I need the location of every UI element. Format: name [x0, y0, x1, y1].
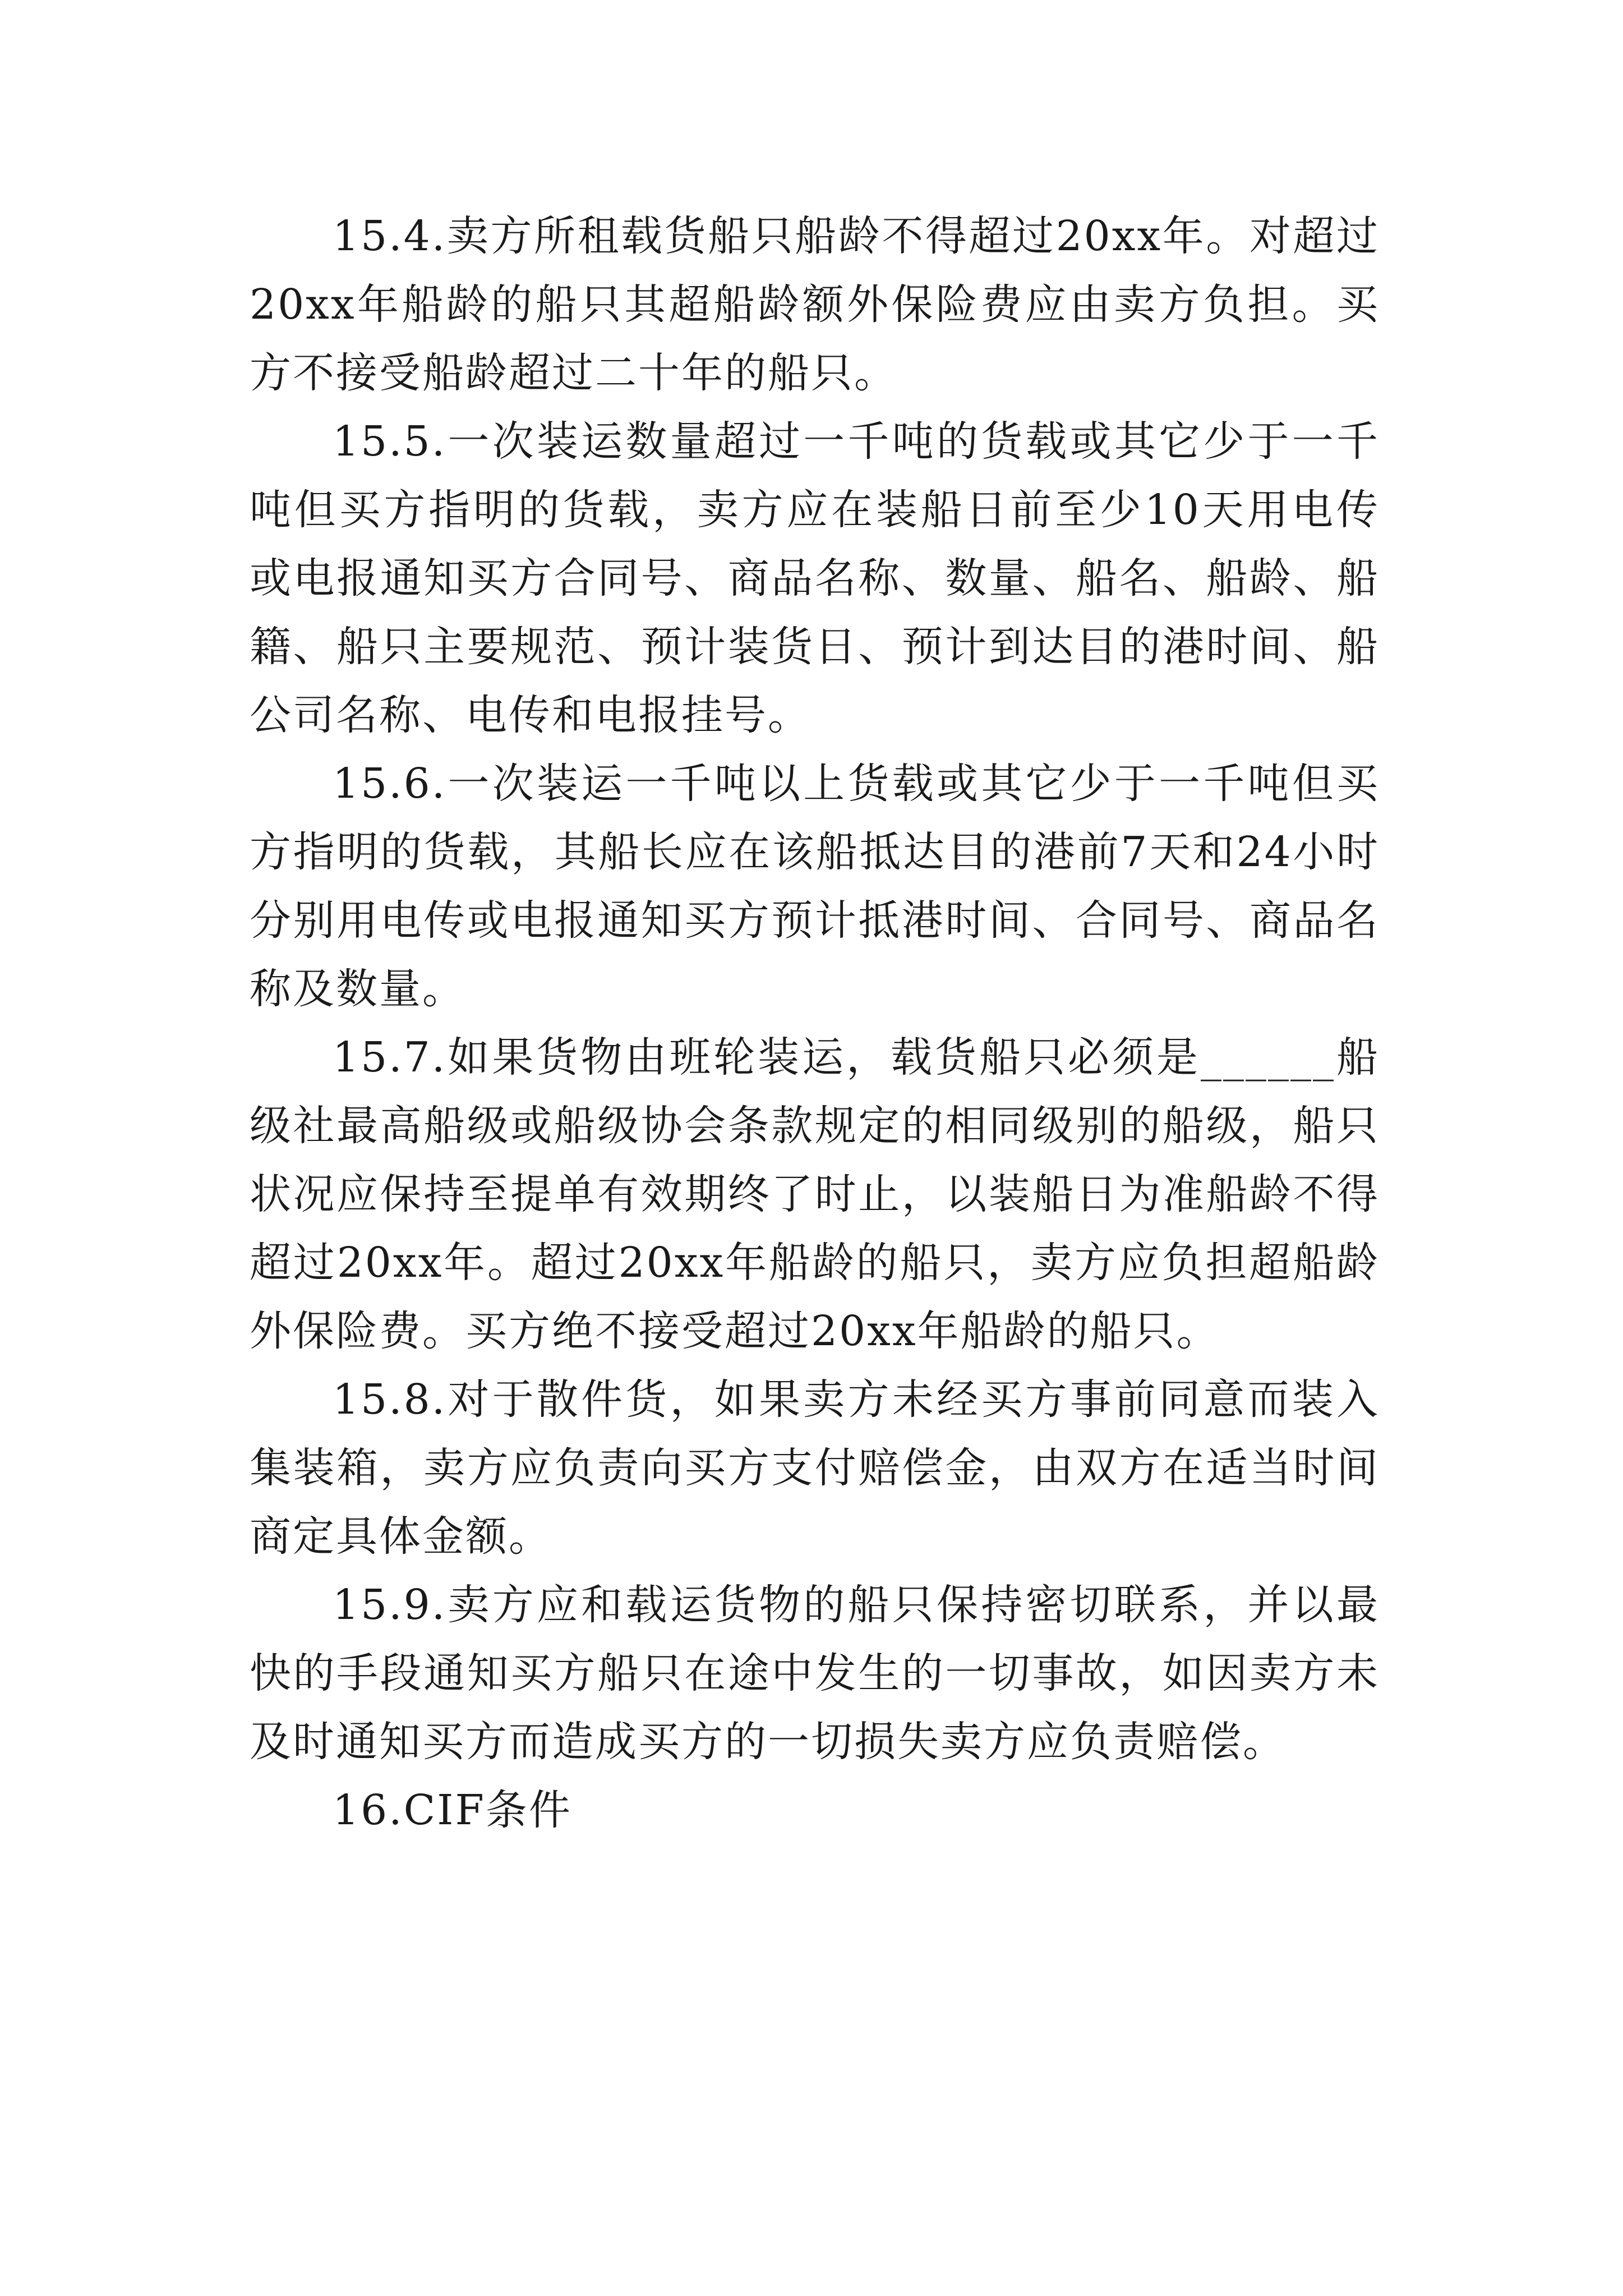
- document-body: [250, 202, 1380, 1844]
- clause-15-9: 15.9.卖方应和载运货物的船只保持密切联系，并以最快的手段通知买方船只在途中发生的一切事故，如因卖方未及时通知买方而造成买方的一切损失卖方应负责赔偿。: [250, 1581, 1380, 1766]
- clause-15-4: 15.4.卖方所租载货船只船龄不得超过20xx年。对超过20xx年船龄的船只其超船龄额外保险费应由卖方负担。买方不接受船龄超过二十年的船只。: [250, 212, 1380, 397]
- clause-15-8: 15.8.对于散件货，如果卖方未经买方事前同意而装入集装箱，卖方应负责向买方支付赔偿金，由双方在适当时间商定具体金额。: [250, 1375, 1380, 1561]
- section-16-heading: 16.CIF条件: [333, 1786, 572, 1834]
- clause-15-6: 15.6.一次装运一千吨以上货载或其它少于一千吨但买方指明的货载，其船长应在该船抵达目的港前7天和24小时分别用电传或电报通知买方预计抵港时间、合同号、商品名称及数量。: [250, 760, 1380, 1013]
- clause-15-7: 15.7.如果货物由班轮装运，载货船只必须是______船级社最高船级或船级协会条款规定的相同级别的船级，船只状况应保持至提单有效期终了时止，以装船日为准船龄不得超过20xx年。超过20xx年船龄的船只，卖方应负担超船龄外保险费。买方绝不接受超过20xx年船龄的船只。: [250, 1033, 1380, 1355]
- clause-15-5: 15.5.一次装运数量超过一千吨的货载或其它少于一千吨但买方指明的货载，卖方应在装船日前至少10天用电传或电报通知买方合同号、商品名称、数量、船名、船龄、船籍、船只主要规范、预计装货日、预计到达目的港时间、船公司名称、电传和电报挂号。: [250, 417, 1380, 739]
